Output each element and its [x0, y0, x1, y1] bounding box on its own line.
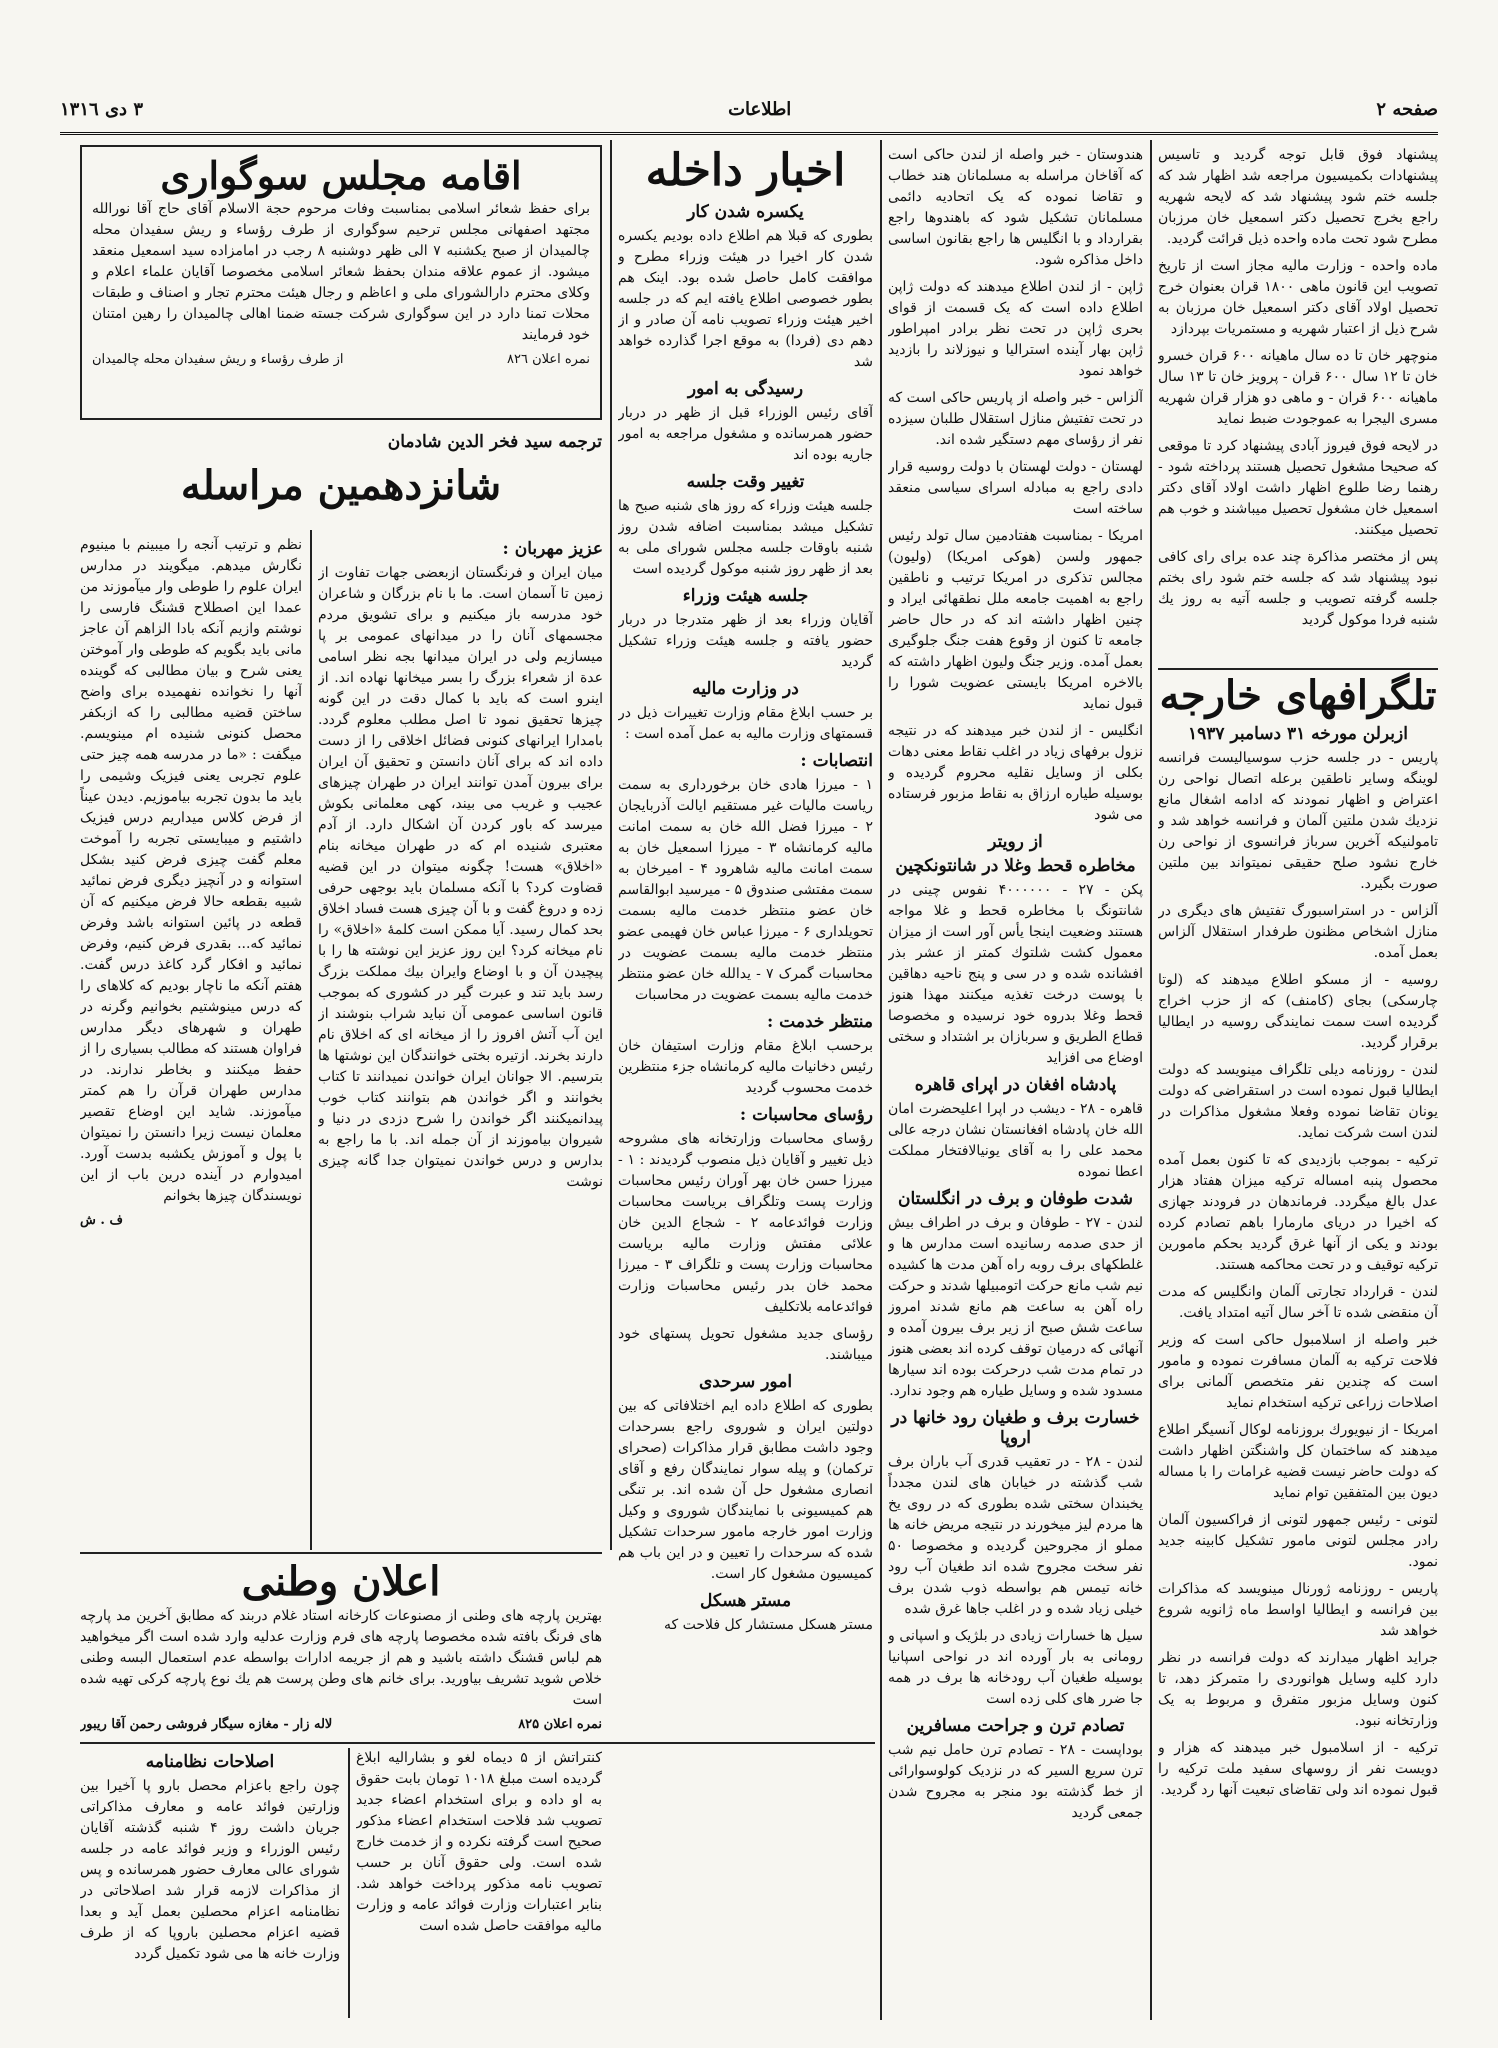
article-paragraph: آقایان وزراء بعد از ظهر متدرجا در دربار حضور یافته و جلسه هیئت وزراء تشکیل گردید	[618, 611, 873, 670]
serial-header	[80, 462, 602, 532]
section-heading: پادشاه افغان در اپرای قاهره	[914, 1075, 1117, 1095]
article-paragraph: برحسب ابلاغ مقام وزارت استیفان خان رئیس دخانیات مالیه کرمانشاه جزء منتظرین خدمت محسوب گردید	[618, 1037, 873, 1096]
column-rule	[880, 140, 882, 2020]
article-paragraph: سیل ها خسارات زیادی در بلژیک و اسپانی و رومانی به بار آورده اند در نواحی اسپانیا بوسیله طغیان آب رودخانه ها برف در همه جا ضرر های کلی زده است	[888, 1628, 1143, 1707]
telegrams-dateline: ازبرلن مورخه ۳۱ دسامبر ۱۹۳۷	[1188, 724, 1408, 744]
article-paragraph: لندن - ۲۷ - طوفان و برف در اطراف بیش از حدی صدمه رسانیده است مدارس ها و غلطکهای برف روبه راه آهن مدت ها کشیده نیم شب مانع حرکت اتومبیلها شدند و حرکت راه آهن به ساعت هم مانع شدند امروز ساعت شش صبح از زیر برف بیرون آمده و آنهائی که درمیان توقف کرده اند بعضی هنوز در تمام مدت شب درحرکت بوده اند سیارها مسدود شده و وسایل طیاره هم وجود ندارد.	[888, 1215, 1143, 1399]
serial-signoff: ف . ش	[80, 1213, 123, 1228]
domestic-news-title: اخبار داخله	[645, 145, 846, 196]
ad-number: نمره اعلان ۸۲۵	[518, 1717, 602, 1732]
homeland-ad	[80, 1558, 602, 1738]
column-1-top	[1158, 145, 1438, 660]
ad-footer	[80, 1717, 602, 1732]
notice-number: نمره اعلان ۸۲٦	[506, 351, 590, 367]
article-paragraph: رؤسای جدید مشغول تحویل پستهای خود میباشند.	[618, 1325, 873, 1363]
telegrams-title: تلگرافهای خارجه	[1159, 672, 1437, 719]
section-heading: در وزارت مالیه	[692, 678, 799, 699]
column-rule	[1150, 140, 1152, 2020]
section-heading: تصادم ترن و جراحت مسافرین	[906, 1716, 1125, 1736]
telegram-item: خبر واصله از اسلامبول حاکی است که وزیر فلاحت ترکیه به آلمان مسافرت نموده و مامور است که چندین نفر متخصص آلمانی برای اصلاحات زراعی ترکیه استخدام نماید	[1158, 1332, 1438, 1411]
section-heading: مخاطره قحط وغلا در شانتونکچین	[895, 856, 1136, 876]
article-paragraph: جلسه هیئت وزراء که روز های شنبه صبح ها تشکیل میشد بمناسبت اضافه شدن روز شنبه باوقات جلسه مجلس شورای ملی به بعد از ظهر روز شنبه موکول گردیده است	[618, 497, 873, 577]
article-paragraph: بطوری که اطلاع داده ایم اختلافاتی که بین دولتین ایران و شوروی راجع بسرحدات وجود داشت مطابق قرار مذاکرات (صحرای ترکمان) و پیله سوار نمایندگان رفع و آقای انصاری مشغول حل آن شده اند. بر تنگی هم کمیسیونی با نمایندگان شوروی و وکیل وزارت امور خارجه مامور سرحدات تشکیل شده که سرحدات را تعیین و در این باب هم کمیسیون مشغول کار است.	[618, 1397, 873, 1582]
telegram-item: ترکیه - از اسلامبول خبر میدهند که هزار و دویست نفر از روسهای سفید ملت ترکیه را قبول نموده اند ولی تقاضای تبعیت آنها رد گردید.	[1158, 1740, 1438, 1798]
serial-title: شانزدهمین مراسله	[180, 462, 502, 509]
contract-notice	[356, 1748, 602, 2018]
serial-text: میان ایران و فرنگستان ازبعضی جهات تفاوت از زمین تا آسمان است. ما با نام بزرگان و شاعران خود مدرسه باز میکنیم و برای تشویق مردم مجسمهای آنان را در میدانهای عمومی بر پا میسازیم ولی در ایران میدانها بجه نظر اسامی عدة از شعراء بزرگ را بسر میخانها نهاده اند. از اینرو است که باید با کمال دقت در این گونه چیزها تحقیق نمود تا اصل مطلب معلوم گردد. بامدارا ایرانهای کنونی فضائل اخلاقی را از دست داده اند که برای آنان دانستن و تحقیق آن ایران برای بیرون آمدن توانند ایران در طهران چیزهای عجیب و غریب می بیند، کهی معلمانی بکوش میرسد که باور کردن آن اشکال دارد. از آدم معتبری شنیده ام که در طهران میخانه بنام «اخلاق» هست! چگونه میتوان در این قضیه قضاوت کرد؟ با آنکه مسلمان باید بوجهی حرفی زده و دروغ گفت و با آن چیزی هست فساد اخلاق بحد کمال رسید. آیا ممکن است کلمهٔ «اخلاق» را نام میخانه کرد؟ این روز عزیز این نوشته ها را با پیچیدن آن و با اوضاع وایران بیك مملکت بزرگ رسد باید تند و عبرت گیر در کشوری که بموجب قانون اساسی عمومی آن نباید شراب بنوشند از این آب آتش افروز را از میخانه ای که اخلاق نام دارند بخرند. ازتیره بختی خوانندگان این نوشتها ها بترسیم. الا جوانان ایران خواندن نمیدانند تا کتاب بخوانند و اگر خواندن هم بتوانند کتاب خوب پیدانمیکنند اگر خواندن را شرح دزدی در دنیا و شیروان بیاموزند از آن جمله اند. با ما راجع به بدارس و درس خواندن نمیتوان جدا گانه چیزی نوشت	[318, 565, 603, 1190]
article-paragraph: بطوری که قبلا هم اطلاع داده بودیم یکسره شدن کار اخیرا در هیئت وزراء مطرح و موافقت کامل حاصل شده بود. اینک هم بطور خصوصی اطلاع یافته ایم که در جلسه اخیر هیئت وزراء تصویب نامه آن صادر و از دهم دی (فردا) به موقع اجرا گذارده خواهد شد	[618, 227, 873, 370]
article-paragraph: ژاپن - از لندن اطلاع میدهند که دولت ژاپن اطلاع داده است که یک قسمت از قوای بحری ژاپن در تحت نظر برادر امپراطور ژاپن بهار آینده استرالیا و نیوزلاند را بازدید خواهد نمود	[888, 279, 1143, 379]
section-heading: منتظر خدمت :	[766, 1011, 873, 1032]
paper-name: اطلاعات	[728, 98, 792, 120]
telegram-item: لندن - روزنامه دیلی تلگراف مینویسد که دولت ایطالیا قبول نموده است در استقراضی که دولت یونان تقاضا نموده وفعلا مشغول مذاکرات در لندن است شرکت نماید.	[1158, 1062, 1438, 1141]
telegram-item: پاریس - در جلسه حزب سوسیالیست فرانسه لوینگه وسایر ناطقین برعله اتصال نواحی رن اعتراض و اظهار نمودند که ادامه اشغال مانع نزدیك شدن ملتین آلمان و فرانسه خواهد شد و تامولنیکه آخرین سرباز فرانسوی از نواحی رن خارج نشود صلح حقیقی نمیتواند بین ملتین صورت بگیرد.	[1158, 750, 1438, 892]
telegram-item: امریکا - از نیویورك بروزنامه لوکال آنسیگر اطلاع میدهند که ساختمان کل واشنگتن اظهار داشت که دولت حاضر نیست قضیه غرامات را با مساله دیون بین المتفقین توام نماید	[1158, 1422, 1438, 1501]
section-rule	[80, 1552, 602, 1554]
article-paragraph: آقای رئیس الوزراء قبل از ظهر در دربار حضور همرسانده و مشغول مراجعه به امور جاریه بوده اند	[618, 404, 873, 463]
article-paragraph: آلزاس - خبر واصله از پاریس حاکی است که در تحت تفتیش منازل استقلال طلبان سیزده نفر از رؤسای مهم دستگیر شده اند.	[888, 390, 1143, 448]
serial-right-column	[318, 535, 603, 1545]
telegram-item: روسیه - از مسکو اطلاع میدهند که (لوتا چارسکی) بجای (کامنف) که از حزب اخراج گردیده است سمت نمایندگی روسیه در ایطالیا برقرار گردید.	[1158, 972, 1438, 1051]
section-rule	[80, 1742, 875, 1744]
section-heading: امور سرحدی	[698, 1371, 793, 1392]
section-heading: یکسره شدن کار	[687, 201, 804, 222]
regulation-reforms	[80, 1748, 340, 2018]
notice-signature: از طرف رؤساء و ریش سفیدان محله چالمیدان	[92, 351, 344, 367]
mourning-title: اقامه مجلس سوگواری	[160, 153, 522, 198]
article-paragraph: پس از مختصر مذاکرة چند عده برای رای کافی نبود پیشنهاد شد که جلسه ختم شود رای بختم جلسه گرفته تصویب و جلسه آتیه به روز یك شنبه فردا موکول گردید	[1158, 549, 1438, 628]
mourning-footer	[92, 352, 590, 367]
telegram-item: لتونی - رئیس جمهور لتونی از فراکسیون آلمان رادر مجلس لتونی مامور تشکیل کابینه جدید نمود.	[1158, 1512, 1438, 1570]
ad-title: اعلان وطنی	[241, 1558, 441, 1605]
article-paragraph: مستر هسکل مستشار کل فلاحت که	[663, 1616, 873, 1633]
article-paragraph: قاهره - ۲۸ - دیشب در اپرا اعلیحضرت امان الله خان پادشاه افغانستان نشان درجه عالی محمد علی را به آقای یونیالافتخار مملکت اعطا نموده	[888, 1101, 1143, 1180]
column-3	[618, 145, 873, 2022]
column-rule	[348, 1748, 350, 2018]
article-paragraph: انگلیس - از لندن خبر میدهند که در نتیجه نزول برفهای زیاد در اغلب نقاط معنی دهات بکلی از وسایل نقلیه محروم گردیده و بوسیله طیاره ارزاق به نقاط مزبور فرستاده می شود	[888, 723, 1143, 823]
masthead	[60, 92, 1438, 126]
article-paragraph: لندن - ۲۸ - در تعقیب قدری آب باران برف شب گذشته در خیابان های لندن مجدداً یخبندان سختی شده بطوری که در روی یخ ها مردم لیز میخورند در نتیجه مریض خانه ها مملو از مجروحین گردیده و مخصوصا ۵۰ نفر سخت مجروح شده اند طغیان آب رود خانه تیمس هم بواسطه ذوب شدن برف خیلی زیاد شده و در اغلب جاها غرق شده	[888, 1454, 1143, 1617]
article-paragraph: پیشنهاد فوق قابل توجه گردید و تاسیس پیشنهادات بکمیسیون مراجعه شد اظهار شد که جلسه ختم شود پیشنهاد شد که لایحه شهریه راجع بخرج تحصیل دکتر اسمعیل خان مرزبان مطرح شود تحت ماده واحده ذیل قرائت گردید.	[1158, 147, 1438, 247]
ad-text: بهترین پارچه های وطنی از مصنوعات کارخانه استاد غلام دربند که مطابق آخرین مد پارچه های فرنگ بافته شده مخصوصا پارچه های فرم وزارت عدلیه وارد شده است اگر میخواهید هم لباس قشنگ داشته باشید و هم از جریمه ادارات بواسطه عدم استعمال البسه وطنی خلاص شوید تشریف بیاورید. برای خانم های وطن پرست هم یك نوع پارچه کرکی تهیه شده است	[80, 1608, 602, 1708]
column-rule	[610, 140, 612, 1550]
article-paragraph: چون راجع باعزام محصل بارو پا آخیرا بین وزارتین فوائد عامه و معارف مذاکراتی جریان داشت روز ۴ شنبه گذشته آقایان رئیس الوزراء و وزیر فوائد عامه در جلسه شورای عالی معارف حضور همرسانده و پس از مذاکرات لازمه قرار شد اصلاحاتی در نظامنامه اعزام محصلین بعمل آید و بعدا قضیه اعزام محصلین باروپا که از طرف وزارت خانه ها می شود تکمیل گردد	[80, 1778, 340, 1962]
telegram-item: آلزاس - در استراسبورگ تفتیش های دیگری در منازل اشخاص مظنون طرفدار استقلال آلزاس بعمل آمده.	[1158, 903, 1438, 961]
column-rule	[310, 530, 312, 1550]
telegram-item: لندن - قرارداد تجارتی آلمان وانگلیس که مدت آن منقضی شده تا آخر سال آتیه امتداد یافت.	[1158, 1284, 1438, 1321]
article-paragraph: ماده واحده - وزارت مالیه مجاز است از تاریخ تصویب این قانون ماهی ۱۸۰۰ قران بعنوان خرج تحصیل اولاد آقای دکتر اسمعیل خان مرزبان به شرح ذیل از اعتبار شهریه و مستمریات بپردازد	[1158, 258, 1438, 337]
section-heading: انتصابات :	[800, 750, 873, 771]
section-heading: تغییر وقت جلسه	[686, 471, 805, 492]
translator: ترجمه سید فخر الدین شادمان	[387, 432, 602, 452]
page-label: صفحه ۲	[1376, 98, 1438, 120]
section-heading: جلسه هیئت وزراء	[682, 585, 809, 606]
article-paragraph: هندوستان - خبر واصله از لندن حاکی است که آقاخان مراسله به مسلمانان هند خطاب و تقاضا نموده که یک اتحادیه دائمی مسلمانان تشکیل شود که باهندوها راجع بقرارداد و با انگلیس ها راجع بقانون اساسی داخل مذاکره شود.	[888, 147, 1143, 268]
mourning-notice	[80, 145, 602, 420]
section-heading: از رویتر	[988, 832, 1043, 852]
article-paragraph: کنتراتش از ۵ دیماه لغو و بشارالیه ابلاغ گردیده است مبلغ ۱۰۱۸ تومان بابت حقوق به او داده و برای استخدام اعضاء جدید تصویب شد فلاحت استخدام اعضاء مذکور صحیح است گرفته نکرده و از خدمت خارج شده است. ولی حقوق آنان بر حسب تصویب نامه مذکور پرداخت خواهد شد. بنابر اعتبارات وزارت فوائد عامه و وزارت مالیه موافقت حاصل شده است	[356, 1750, 602, 1934]
article-paragraph: امریکا - بمناسبت هفتادمین سال تولد رئیس جمهور ولسن (هوکی امریکا) (ولیون) مجالس تذکری در امریکا ترتیب و ناطقین راجع به اهمیت جامعه ملل نطقهائی ایراد و چنین اظهار داشته اند که در حال حاضر جامعه تا کنون از وقوع هفت جنگ جلوگیری بعمل آمده. وزیر جنگ ولیون اظهار داشته که بالاخره امریکا بایستی عضویت شورا را قبول نماید	[888, 528, 1143, 712]
section-heading: مستر هسکل	[699, 1590, 792, 1611]
serial-text: نظم و ترتیب آنجه را میبینم با مینیوم نگارش میدهم. میگویند در مدارس ایران علوم را طوطی وار میآموزند من عمدا این اصطلاح قشنگ فارسی را نوشتم وازیم آنکه بادا الزاهم آن عاجز مانی باید بگویم که طوطی وار آموختن یعنی شرح و بیان مطالبی که گوینده آنها را نخوانده نفهمیده برای واضح ساختن قضیه مطالبی را که ازبکفر محصل کنونی شنیده ام مینویسم. میگفت : «ما در مدرسه همه چیز حتی علوم تجربی یعنی فیزیک وشیمی را باید ما بدون تجربه بیاموزیم. دیدن عیناً از فرض کلاس میداریم درس فیزیک داشتیم و میبایستی تجربه را آموخت معلم گفت چیزی فرض کنید بشکل استوانه و در آنچیز دیگری فرض نمائید شبیه بقطعه حالا فرض میکنیم که آن قطعه در پائین استوانه باشد وفرض نمائید که... بقدری فرض کنیم، وفرض نمائید و افکار گرد کاغذ درس گفت. هفتم آنکه ما ناچار بودیم که کلاهای را که درس مینوشتیم بخوانیم وگرنه در طهران و شهرهای دیگر مدارس فراوان هستند که مطالب بسیاری را از حفظ میکنند و بخاطر ندارند. در مدارس طهران قرآن را هم کمتر میآموزند. شاید این اوضاع تقصیر معلمان نیست زیرا دانستن را نمیتوان با پول و آموزش یکشبه بدست آورد. امیدوارم در آینده درین باب از این نویسندگان چیزها بخوانم	[80, 537, 302, 1204]
section-heading: رسیدگی به امور	[687, 378, 804, 399]
section-heading: رؤسای محاسبات :	[739, 1104, 873, 1125]
serial-salutation: عزیز مهربان :	[502, 539, 603, 559]
article-paragraph: رؤسای محاسبات وزارتخانه های مشروحه ذیل تغییر و آقایان ذیل منصوب گردیدند : ۱ - میرزا حسن خان بهر آوران رئیس محاسبات وزارت پست وتلگراف بریاست محاسبات وزارت فوائدعامه ۲ - شجاع الدین خان علائی مفتش وزارت مالیه بریاست محاسبات وزارت پست و تلگراف ۳ - میرزا محمد خان بدر رئیس محاسبات وزارت فوائدعامه بلاتکلیف	[618, 1130, 873, 1315]
masthead-rule	[60, 132, 1438, 135]
ad-address: لاله زار - مغازه سیگار فروشی رحمن آقا ریبور	[80, 1717, 333, 1732]
section-heading: خسارت برف و طغیان رود خانها در اروپا	[891, 1408, 1140, 1448]
issue-date: ۳ دی ۱۳۱٦	[60, 98, 143, 120]
article-paragraph: در لایحه فوق فیروز آبادی پیشنهاد کرد تا موقعی که صحیحا مشغول تحصیل هستند پرداخته شود - رهنما رضا طلوع اظهار داشت اولاد آقای دکتر اسمعیل خان مشغول تحصیل میباشند و خوب هم تحصیل میکنند.	[1158, 438, 1438, 538]
serial-left-column	[80, 535, 302, 1545]
telegram-item: پاریس - روزنامه ژورنال مینویسد که مذاکرات بین فرانسه و ایطالیا اواسط ماه ژانویه شروع خواهد شد	[1158, 1581, 1438, 1639]
article-paragraph: منوچهر خان تا ده سال ماهیانه ۶۰۰ قران خسرو خان تا ۱۲ سال ۶۰۰ قران - پرویز خان تا ۱۳ سال ماهیانه ۶۰۰ قران - و ماهی دو هزار قران شهریه مسری الیجرا به عموجودت ضبط نماید	[1158, 348, 1438, 427]
section-heading: شدت طوفان و برف در انگلستان	[897, 1189, 1134, 1209]
article-paragraph: پکن - ۲۷ - ۴۰۰۰۰۰۰ نفوس چینی در شانتونگ با مخاطره قحط و غلا مواجه هستند وضعیت اینجا یأس آور است از میزان معمول کشت شلتوك کمتر از عشر بذر افشانده شده و در سی و پنج ناحیه دهاقین با پوست درخت تغذیه میکنند مهذا هنوز قحط وغلا بدروه خود نرسیده و مخصوصا قطاع الطریق و سربازان بر اشتداد و سختی اوضاع می افزاید	[888, 882, 1143, 1066]
article-paragraph: بوداپست - ۲۸ - تصادم ترن حامل نیم شب ترن سریع السیر که در نزدیک کولوسوارائی از خط گذشته بود منجر به مجروح شدن جمعی گردید	[888, 1742, 1143, 1821]
article-paragraph: بر حسب ابلاغ مقام وزارت تغییرات ذیل در قسمتهای وزارت مالیه به عمل آمده است :	[618, 704, 873, 742]
section-rule	[1158, 668, 1438, 670]
section-heading: اصلاحات نظامنامه	[145, 1752, 275, 1772]
column-2	[888, 145, 1143, 2022]
article-paragraph: لهستان - دولت لهستان با دولت روسیه قرار دادی راجع به مبادله اسرای سیاسی منعقد ساخته است	[888, 459, 1143, 517]
telegram-item: ترکیه - بموجب بازدیدی که تا کنون بعمل آمده محصول پنبه امساله ترکیه میزان هفتاد هزار عدل بالغ میگردد. فرماندهان در فرودند جهازی که اخیرا در دریای مارمارا باهم تصادم کرده بودند و یکی از آنها غرق گردید بحکم مامورین ترکیه توقیف و در تحت محاکمه هستند.	[1158, 1152, 1438, 1273]
mourning-text: برای حفظ شعائر اسلامی بمناسبت وفات مرحوم حجة الاسلام آقای حاج آقا نورالله مجتهد اصفهانی مجلس ترحیم سوگواری از طرف رؤساء و ریش سفیدان محله چالمیدان از صبح یکشنبه ۷ الی ظهر دوشنبه ۸ رجب در امامزاده سید اسمعیل منعقد میشود. از عموم علاقه مندان بحفظ شعائر اسلامی مخصوصا آقایان علماء اعلام و وکلای محترم دارالشورای ملی و اعاظم و رجال هیئت محترم تجار و اصناف و طبقات محلات تمنا دارد در این سوگواری شرکت جسته ضمنا اهالی چالمیدان را رهین امتنان خود فرمایند	[92, 200, 590, 343]
article-paragraph: ۱ - میرزا هادی خان برخورداری به سمت ریاست مالیات غیر مستقیم ایالت آذربایجان ۲ - میرزا فضل الله خان به سمت امانت مالیه کرمانشاه ۳ - میرزا اسمعیل خان به سمت امانت مالیه شاهرود ۴ - امیرخان به سمت مفتشی صندوق ۵ - میرسید ابوالقاسم خان عضو منتظر خدمت مالیه بسمت تحویلداری ۶ - میرزا عباس خان فهیمی عضو منتظر خدمت مالیه بسمت عضویت در محاسبات گمرک ۷ - یدالله خان عضو منتظر خدمت مالیه بسمت عضویت در محاسبات	[618, 776, 873, 1003]
column-1-telegrams	[1158, 672, 1438, 2022]
telegram-item: جراید اظهار میدارند که دولت فرانسه در نظر دارد کلیه وسایل هوانوردی را متمرکز دهد، تا کنون وسایل مزبور متفرق و مربوط به یک وزارتخانه نبود.	[1158, 1650, 1438, 1729]
